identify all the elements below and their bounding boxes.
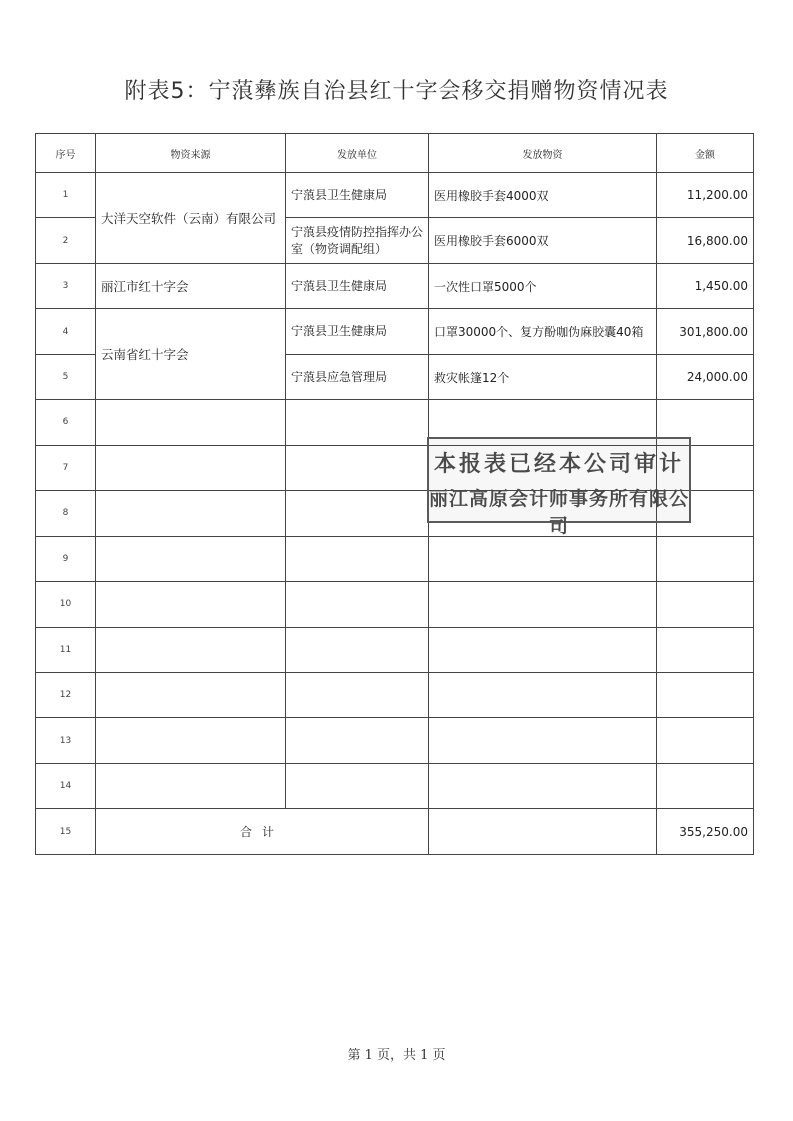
table-row: [36, 582, 754, 627]
row-no: 8: [36, 491, 96, 536]
row-amount: 1,450.00: [657, 263, 754, 308]
audit-stamp: [427, 437, 691, 537]
header-row: [36, 134, 754, 173]
row-no: 5: [36, 354, 96, 399]
row-no: 10: [36, 582, 96, 627]
row-items: 救灾帐篷12个: [429, 354, 657, 399]
total-row: [36, 809, 754, 855]
row-no: 9: [36, 536, 96, 581]
row-no: 1: [36, 173, 96, 218]
row-source: 大洋天空软件（云南）有限公司: [96, 173, 286, 264]
row-no: 14: [36, 763, 96, 808]
row-unit: 宁蒗县卫生健康局: [286, 173, 429, 218]
row-no: 6: [36, 400, 96, 445]
table-row: [36, 627, 754, 672]
header-amount: 金额: [657, 134, 754, 173]
header-unit: 发放单位: [286, 134, 429, 173]
table-row: [36, 536, 754, 581]
row-no: 4: [36, 309, 96, 354]
row-unit: 宁蒗县卫生健康局: [286, 309, 429, 354]
row-unit: 宁蒗县卫生健康局: [286, 263, 429, 308]
row-no: 12: [36, 672, 96, 717]
row-no: 13: [36, 718, 96, 763]
total-amount: 355,250.00: [657, 809, 754, 855]
row-items: 医用橡胶手套6000双: [429, 218, 657, 263]
total-label: 合计: [96, 809, 429, 855]
row-unit: 宁蒗县疫情防控指挥办公室（物资调配组）: [286, 218, 429, 263]
row-amount: 24,000.00: [657, 354, 754, 399]
page-title: 附表5：宁蒗彝族自治县红十字会移交捐赠物资情况表: [124, 79, 669, 104]
page-footer: 第 1 页，共 1 页: [347, 1048, 446, 1063]
table-row: [36, 763, 754, 808]
row-no: 2: [36, 218, 96, 263]
total-no: 15: [36, 809, 96, 855]
row-source: 丽江市红十字会: [96, 263, 286, 308]
table-row: [36, 718, 754, 763]
table-row: [36, 309, 754, 354]
row-items: 一次性口罩5000个: [429, 263, 657, 308]
row-items: 口罩30000个、复方酚咖伪麻胶囊40箱: [429, 309, 657, 354]
table-row: [36, 173, 754, 218]
table-row: [36, 263, 754, 308]
row-source: 云南省红十字会: [96, 309, 286, 400]
row-amount: 11,200.00: [657, 173, 754, 218]
row-no: 11: [36, 627, 96, 672]
header-items: 发放物资: [429, 134, 657, 173]
row-no: 7: [36, 445, 96, 490]
header-no: 序号: [36, 134, 96, 173]
row-items: 医用橡胶手套4000双: [429, 173, 657, 218]
stamp-line-1: 本报表已经本公司审计: [433, 451, 684, 477]
header-source: 物资来源: [96, 134, 286, 173]
row-amount: 16,800.00: [657, 218, 754, 263]
row-no: 3: [36, 263, 96, 308]
row-unit: 宁蒗县应急管理局: [286, 354, 429, 399]
row-amount: 301,800.00: [657, 309, 754, 354]
stamp-line-2: 丽江高原会计师事务所有限公司: [429, 488, 690, 537]
table-row: [36, 672, 754, 717]
